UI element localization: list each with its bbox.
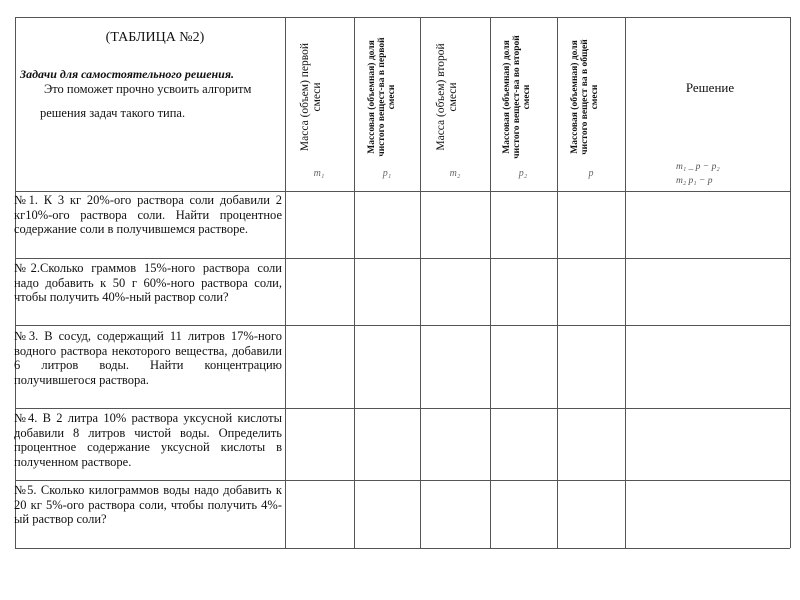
row-divider: [15, 258, 790, 259]
header-bottom-border: [15, 191, 790, 192]
row-divider: [15, 480, 790, 481]
symbol-p: p: [588, 168, 594, 179]
formula-top: m₁ _ p − p₂: [676, 162, 720, 172]
section-subtitle: Задачи для самостоятельного решения.: [20, 67, 235, 81]
task-1: №1. К 3 кг 20%-ого раствора соли добавили 2 кг10%-ого раствора соли. Найти процентное содержание соли в получившемся растворе.: [14, 193, 282, 236]
column-header-mass-second: Масса (объем) второй смеси: [435, 43, 460, 151]
column-header-fraction-total: Массовая (объемная) доля чистого вещест ва в общей смеси: [570, 39, 600, 155]
intro-text: решения задач такого типа.: [40, 106, 186, 120]
column-divider: [490, 17, 491, 548]
table-right-border: [790, 17, 791, 548]
column-header-fraction-second: Массовая (объемная) доля чистого вещест-ва во второй смеси: [502, 35, 532, 159]
table-bottom-border: [15, 548, 790, 549]
task-3: №3. В сосуд, содержащий 11 литров 17%-ного водного раствора некоторого вещества, добавили 6 литров воды. Найти концентрацию получившегося раствора.: [14, 329, 282, 387]
column-divider: [557, 17, 558, 548]
intro-text: Это поможет прочно усвоить алгоритм: [44, 82, 252, 96]
column-divider: [625, 17, 626, 548]
task-2: №2.Сколько граммов 15%-ного раствора соли надо добавить к 50 г 60%-ного раствора соли, чтобы получить 40%-ный раствор соли?: [14, 261, 282, 304]
symbol-m1: m₁: [313, 168, 325, 179]
row-divider: [15, 408, 790, 409]
formula: [676, 160, 776, 188]
column-divider: [420, 17, 421, 548]
task-4: №4. В 2 литра 10% раствора уксусной кислоты добавили 8 литров чистой воды. Определить процентное содержание уксусной кислоты в полученном растворе.: [14, 411, 282, 469]
row-divider: [15, 325, 790, 326]
column-divider: [354, 17, 355, 548]
column-header-fraction-first: Массовая (объемная) доля чистого вещест-ва в первой смеси: [367, 37, 397, 157]
task-5: №5. Сколько килограммов воды надо добавить к 20 кг 5%-ого раствора соли, чтобы получить 4%-ый раствор соли?: [14, 483, 282, 526]
table-title: (ТАБЛИЦА №2): [105, 30, 205, 45]
table-top-border: [15, 17, 790, 18]
symbol-p2: p₂: [518, 168, 528, 179]
symbol-m2: m₂: [449, 168, 461, 179]
column-header-solution: Решение: [685, 80, 735, 95]
column-header-mass-first: Масса (объем) первой смеси: [299, 42, 324, 152]
symbol-p1: p₁: [382, 168, 392, 179]
formula-bottom: m₂ p₁ − p: [676, 176, 713, 186]
